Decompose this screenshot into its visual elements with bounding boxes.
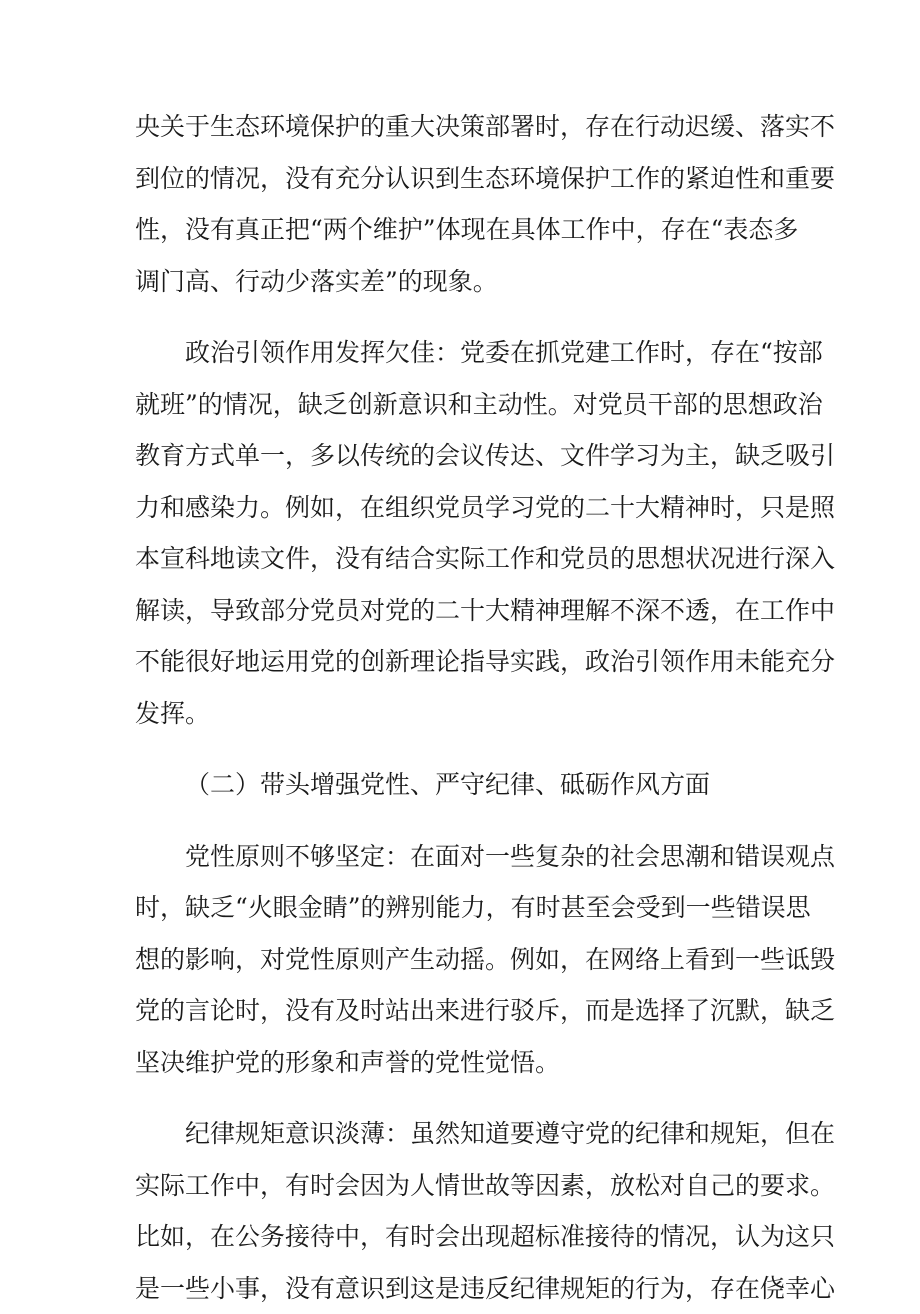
paragraph-gap <box>135 739 795 759</box>
text-line: 时，缺乏“火眼金睛”的辨别能力，有时甚至会受到一些错误思 <box>135 882 795 934</box>
paragraph-gap <box>135 1088 795 1108</box>
text-line: 党性原则不够坚定：在面对一些复杂的社会思潮和错误观点 <box>135 831 795 883</box>
text-line: 教育方式单一，多以传统的会议传达、文件学习为主，缺乏吸引 <box>135 430 795 482</box>
text-line: 政治引领作用发挥欠佳：党委在抓党建工作时，存在“按部 <box>135 327 795 379</box>
section-heading-text: （二）带头增强党性、严守纪律、砥砺作风方面 <box>135 759 795 811</box>
text-line: 比如，在公务接待中，有时会出现超标准接待的情况，认为这只 <box>135 1211 795 1263</box>
text-line: 不能很好地运用党的创新理论指导实践，政治引领作用未能充分 <box>135 636 795 688</box>
text-line: 央关于生态环境保护的重大决策部署时，存在行动迟缓、落实不 <box>135 101 795 153</box>
text-line: 坚决维护党的形象和声誉的党性觉悟。 <box>135 1037 795 1089</box>
text-line: 实际工作中，有时会因为人情世故等因素，放松对自己的要求。 <box>135 1160 795 1212</box>
text-line: 发挥。 <box>135 688 795 740</box>
text-line: 力和感染力。例如，在组织党员学习党的二十大精神时，只是照 <box>135 482 795 534</box>
text-line: 调门高、行动少落实差”的现象。 <box>135 256 795 308</box>
text-line: 党的言论时，没有及时站出来进行驳斥，而是选择了沉默，缺乏 <box>135 985 795 1037</box>
text-line: 性，没有真正把“两个维护”体现在具体工作中，存在“表态多 <box>135 204 795 256</box>
text-line: 到位的情况，没有充分认识到生态环境保护工作的紧迫性和重要 <box>135 153 795 205</box>
paragraph-gap <box>135 307 795 327</box>
text-line: 解读，导致部分党员对党的二十大精神理解不深不透，在工作中 <box>135 585 795 637</box>
document-body <box>135 101 795 1314</box>
text-line: 就班”的情况，缺乏创新意识和主动性。对党员干部的思想政治 <box>135 379 795 431</box>
text-line: 本宣科地读文件，没有结合实际工作和党员的思想状况进行深入 <box>135 533 795 585</box>
paragraph-discipline <box>135 1108 795 1314</box>
paragraph-party-spirit <box>135 831 795 1089</box>
section-heading <box>135 759 795 811</box>
paragraph-gap <box>135 811 795 831</box>
paragraph-ecology-continuation <box>135 101 795 307</box>
text-line: 是一些小事，没有意识到这是违反纪律规矩的行为，存在侥幸心 <box>135 1263 795 1314</box>
text-line: 纪律规矩意识淡薄：虽然知道要遵守党的纪律和规矩，但在 <box>135 1108 795 1160</box>
text-line: 想的影响，对党性原则产生动摇。例如，在网络上看到一些诋毁 <box>135 934 795 986</box>
paragraph-political-leadership <box>135 327 795 739</box>
